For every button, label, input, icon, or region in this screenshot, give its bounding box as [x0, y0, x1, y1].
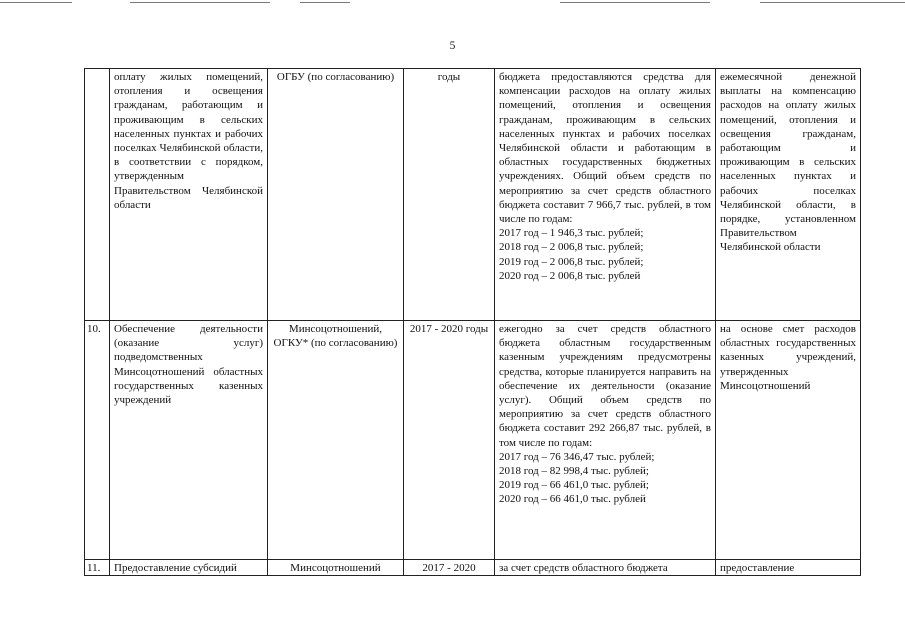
financing-text: бюджета предоставляются средства для компенсации расходов на оплату жилых помещений, отопления и освещения гражданам, проживающим в сельских населенных пунктах и рабочих поселках Челябинской области и работающим в областных государственных бюджетных учреждениях. Общий объем средств по мероприятию за счет средств областного бюджета составит 7 966,7 тыс. рублей, в том числе по годам:: [499, 71, 711, 226]
mechanism: предоставление: [716, 560, 861, 576]
financing-year: 2018 год – 82 998,4 тыс. рублей;: [499, 465, 649, 478]
measure-name: Предоставление субсидий: [110, 560, 268, 576]
financing: [495, 321, 716, 560]
financing-year: 2019 год – 66 461,0 тыс. рублей;: [499, 479, 649, 492]
row-number: 11.: [85, 560, 110, 576]
term: годы: [404, 69, 495, 321]
page-number: 5: [449, 40, 456, 52]
financing-year: 2017 год – 1 946,3 тыс. рублей;: [499, 227, 644, 240]
financing: [495, 69, 716, 321]
financing-year: 2020 год – 66 461,0 тыс. рублей: [499, 493, 646, 506]
financing-year: 2019 год – 2 006,8 тыс. рублей;: [499, 255, 644, 268]
executor: ОГБУ (по согласованию): [268, 69, 404, 321]
financing-text: ежегодно за счет средств областного бюджета областным государственным казенным учреждениям предусмотрены средства, которые планируется направить на обеспечение их деятельности (оказание услуг). Общий объем средств по мероприятию за счет средств областного бюджета составит 292 266,87 тыс. рублей, в том числе по годам:: [499, 323, 711, 449]
row-number: [85, 69, 110, 321]
measure-name: оплату жилых помещений, отопления и освещения гражданам, работающим и проживающим в сельских населенных пунктах и рабочих поселках Челябинской области, в соответствии с порядком, утвержденным Правительством Челябинской области: [110, 69, 268, 321]
financing-year: 2017 год – 76 346,47 тыс. рублей;: [499, 450, 655, 463]
financing-year: 2020 год – 2 006,8 тыс. рублей: [499, 269, 641, 282]
executor: Минсоцотношений: [268, 560, 404, 576]
term: 2017 - 2020: [404, 560, 495, 576]
executor: Минсоцотношений, ОГКУ* (по согласованию): [268, 321, 404, 560]
program-measures-table: [84, 68, 861, 576]
row-number: 10.: [85, 321, 110, 560]
table-row: [85, 321, 861, 560]
term: 2017 - 2020 годы: [404, 321, 495, 560]
financing-text: за счет средств областного бюджета: [495, 560, 716, 576]
measure-name: Обеспечение деятельности (оказание услуг) подведомственных Минсоцотношений областных государственных казенных учреждений: [110, 321, 268, 560]
mechanism: ежемесячной денежной выплаты на компенсацию расходов на оплату жилых помещений, отопления и освещения гражданам, работающим и проживающим в сельских населенных пунктах и рабочих поселках Челябинской области, в порядке, установленном Правительством Челябинской области: [716, 69, 861, 321]
scan-top-edge: [0, 0, 905, 6]
mechanism: на основе смет расходов областных государственных казенных учреждений, утвержденных Минсоцотношений: [716, 321, 861, 560]
table-row: [85, 69, 861, 321]
financing-year: 2018 год – 2 006,8 тыс. рублей;: [499, 241, 644, 254]
table-row: [85, 560, 861, 576]
